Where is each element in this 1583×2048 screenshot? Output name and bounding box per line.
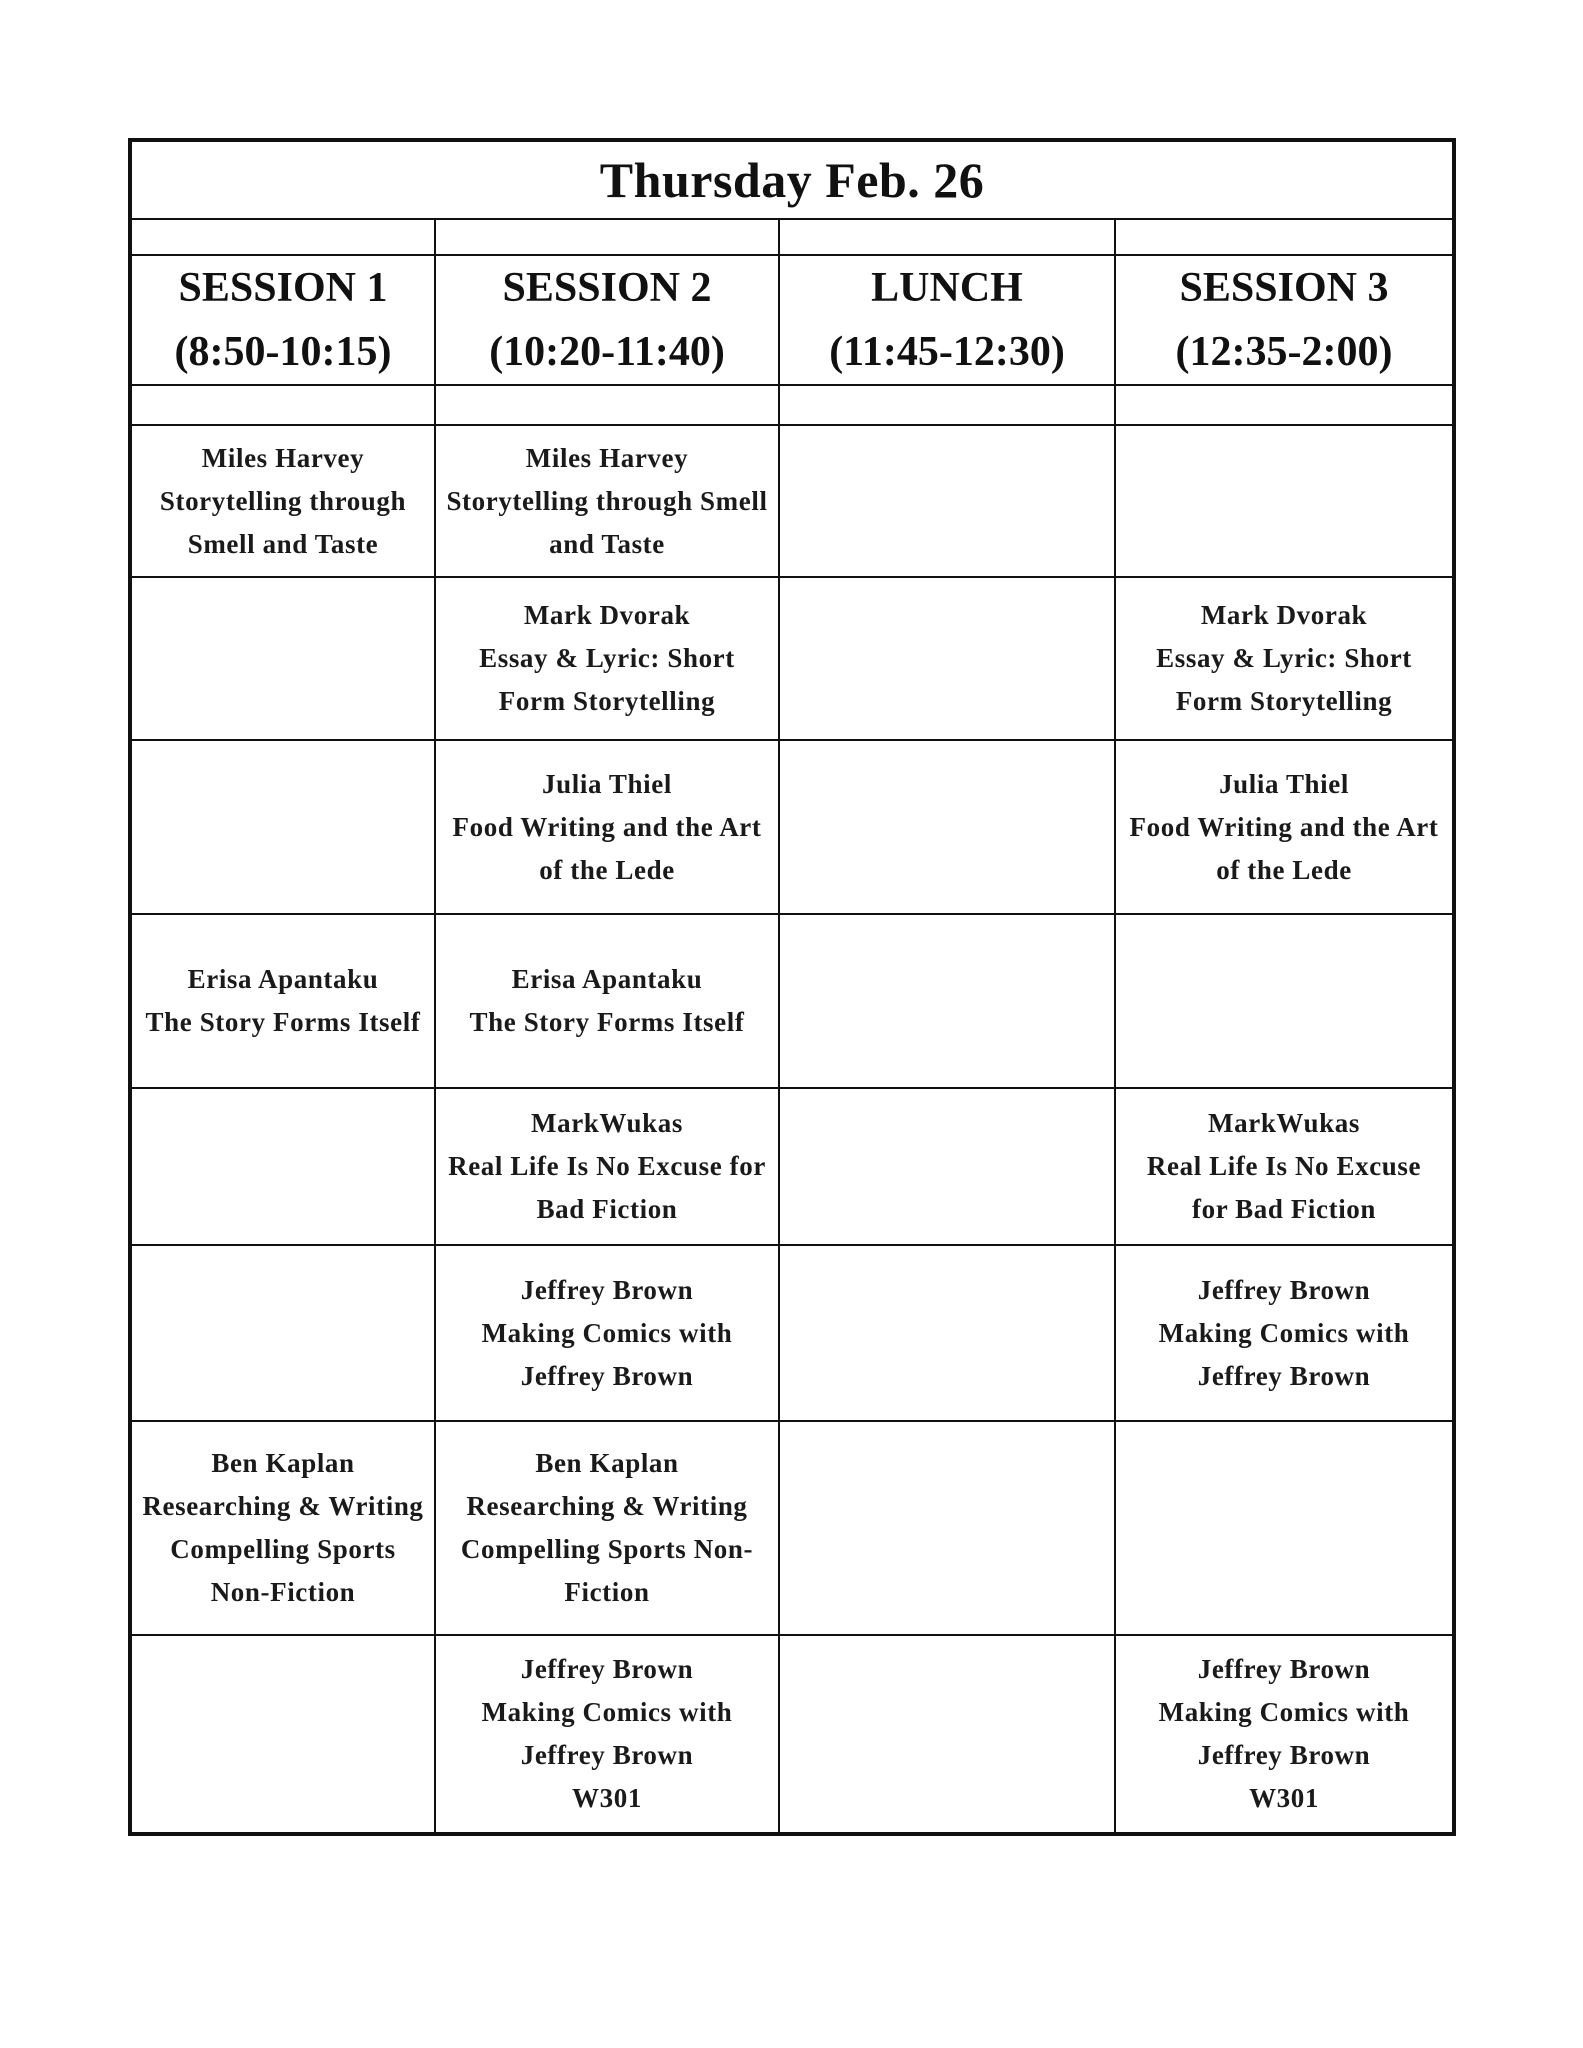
session-cell-s1 <box>130 1421 435 1635</box>
session-title-line: Jeffrey Brown <box>520 1740 694 1770</box>
session-title-line: Fiction <box>564 1577 650 1607</box>
presenter-name: Julia Thiel <box>1219 768 1349 799</box>
session-cell-s1 <box>130 577 435 740</box>
session-cell-lunch <box>779 914 1115 1088</box>
column-header-session-2 <box>435 255 779 385</box>
column-name: LUNCH <box>871 265 1023 311</box>
session-title-line: Storytelling through <box>159 485 407 516</box>
presenter-name: Julia Thiel <box>542 768 672 799</box>
session-cell-s2 <box>435 1245 779 1421</box>
presenter-name: Jeffrey Brown <box>1197 1274 1371 1305</box>
session-cell-s1 <box>130 1245 435 1421</box>
session-cell-s3 <box>1115 740 1454 914</box>
column-time: (11:45-12:30) <box>829 329 1065 375</box>
presenter-name: MarkWukas <box>531 1108 683 1138</box>
presenter-name: Jeffrey Brown <box>520 1654 694 1684</box>
session-title-line: Real Life Is No Excuse for <box>448 1151 766 1181</box>
session-cell-s2 <box>435 1635 779 1834</box>
session-row <box>130 577 1454 740</box>
session-cell-lunch <box>779 425 1115 577</box>
session-cell-s2 <box>435 914 779 1088</box>
column-header-lunch <box>779 255 1115 385</box>
session-cell-s3 <box>1115 1635 1454 1834</box>
session-cell-s1 <box>130 1635 435 1834</box>
presenter-name: Mark Dvorak <box>523 600 691 630</box>
session-cell-lunch <box>779 1635 1115 1834</box>
session-cell-s2 <box>435 1088 779 1245</box>
session-cell-s2 <box>435 1421 779 1635</box>
session-title-line: and Taste <box>549 528 665 559</box>
session-title-line: Making Comics with <box>481 1697 733 1727</box>
session-cell-s2 <box>435 740 779 914</box>
session-title-line: of the Lede <box>539 854 675 885</box>
session-title-line: Researching & Writing <box>142 1491 424 1521</box>
session-row <box>130 1088 1454 1245</box>
session-cell-lunch <box>779 577 1115 740</box>
spacer-cell <box>1115 219 1454 255</box>
session-cell-lunch <box>779 1088 1115 1245</box>
session-cell-lunch <box>779 1245 1115 1421</box>
schedule-table <box>128 138 1456 1836</box>
session-title-line: Jeffrey Brown <box>1197 1360 1371 1391</box>
presenter-name: Miles Harvey <box>201 442 365 473</box>
session-title-line: Compelling Sports Non- <box>460 1534 754 1564</box>
session-title-line: The Story Forms Itself <box>469 1007 745 1037</box>
presenter-name: MarkWukas <box>1208 1108 1360 1138</box>
session-title-line: Jeffrey Brown <box>520 1360 694 1391</box>
session-row <box>130 740 1454 914</box>
session-title-line: Real Life Is No Excuse <box>1146 1151 1422 1181</box>
presenter-name: Miles Harvey <box>525 442 689 473</box>
session-title-line: Non-Fiction <box>210 1577 356 1607</box>
column-name: SESSION 2 <box>502 265 712 311</box>
session-title-line: Making Comics with <box>1158 1697 1410 1727</box>
session-title-line: Form Storytelling <box>1175 686 1393 716</box>
column-name: SESSION 3 <box>1179 265 1389 311</box>
session-row <box>130 914 1454 1088</box>
session-title-line: The Story Forms Itself <box>145 1007 421 1037</box>
column-header-session-1 <box>130 255 435 385</box>
session-title-line: Food Writing and the Art <box>452 811 762 842</box>
spacer-cell <box>435 219 779 255</box>
session-cell-s3 <box>1115 425 1454 577</box>
session-row <box>130 1245 1454 1421</box>
session-cell-lunch <box>779 740 1115 914</box>
column-name: SESSION 1 <box>178 265 388 311</box>
session-cell-s1 <box>130 425 435 577</box>
column-time: (8:50-10:15) <box>174 329 392 375</box>
session-row <box>130 425 1454 577</box>
spacer-cell <box>1115 385 1454 425</box>
column-header-session-3 <box>1115 255 1454 385</box>
session-title-line: Researching & Writing <box>466 1491 748 1521</box>
presenter-name: Ben Kaplan <box>535 1448 679 1478</box>
column-time: (12:35-2:00) <box>1175 329 1393 375</box>
session-cell-s3 <box>1115 1245 1454 1421</box>
spacer-cell <box>130 219 435 255</box>
schedule-title: Thursday Feb. 26 <box>130 140 1454 219</box>
spacer-cell <box>435 385 779 425</box>
session-cell-s3 <box>1115 1088 1454 1245</box>
presenter-name: Erisa Apantaku <box>511 964 703 994</box>
spacer-cell <box>130 385 435 425</box>
presenter-name: Ben Kaplan <box>211 1448 355 1478</box>
session-row <box>130 1421 1454 1635</box>
session-cell-s1 <box>130 914 435 1088</box>
session-title-line: Smell and Taste <box>187 528 379 559</box>
session-cell-s2 <box>435 425 779 577</box>
session-title-line: Compelling Sports <box>170 1534 396 1564</box>
column-time: (10:20-11:40) <box>489 329 725 375</box>
session-title-line: Jeffrey Brown <box>1197 1740 1371 1770</box>
session-cell-s1 <box>130 1088 435 1245</box>
session-cell-lunch <box>779 1421 1115 1635</box>
presenter-name: Erisa Apantaku <box>187 964 379 994</box>
presenter-name: Jeffrey Brown <box>520 1274 694 1305</box>
session-title-line: Storytelling through Smell <box>446 485 768 516</box>
session-cell-s2 <box>435 577 779 740</box>
session-cell-s3 <box>1115 1421 1454 1635</box>
session-rows <box>130 425 1454 1834</box>
session-cell-s3 <box>1115 577 1454 740</box>
session-row <box>130 1635 1454 1834</box>
session-title-line: Making Comics with <box>481 1317 733 1348</box>
session-title-line: Food Writing and the Art <box>1129 811 1439 842</box>
session-title-line: for Bad Fiction <box>1192 1194 1377 1224</box>
session-title-line: Essay & Lyric: Short <box>1156 643 1412 673</box>
presenter-name: Jeffrey Brown <box>1197 1654 1371 1684</box>
presenter-name: Mark Dvorak <box>1200 600 1368 630</box>
session-title-line: Form Storytelling <box>498 686 716 716</box>
session-title-line: of the Lede <box>1216 854 1352 885</box>
spacer-cell <box>779 385 1115 425</box>
spacer-cell <box>779 219 1115 255</box>
session-title-line: W301 <box>1249 1783 1319 1813</box>
session-cell-s1 <box>130 740 435 914</box>
session-title-line: W301 <box>572 1783 642 1813</box>
session-title-line: Essay & Lyric: Short <box>479 643 735 673</box>
session-title-line: Bad Fiction <box>536 1194 678 1224</box>
session-title-line: Making Comics with <box>1158 1317 1410 1348</box>
session-cell-s3 <box>1115 914 1454 1088</box>
